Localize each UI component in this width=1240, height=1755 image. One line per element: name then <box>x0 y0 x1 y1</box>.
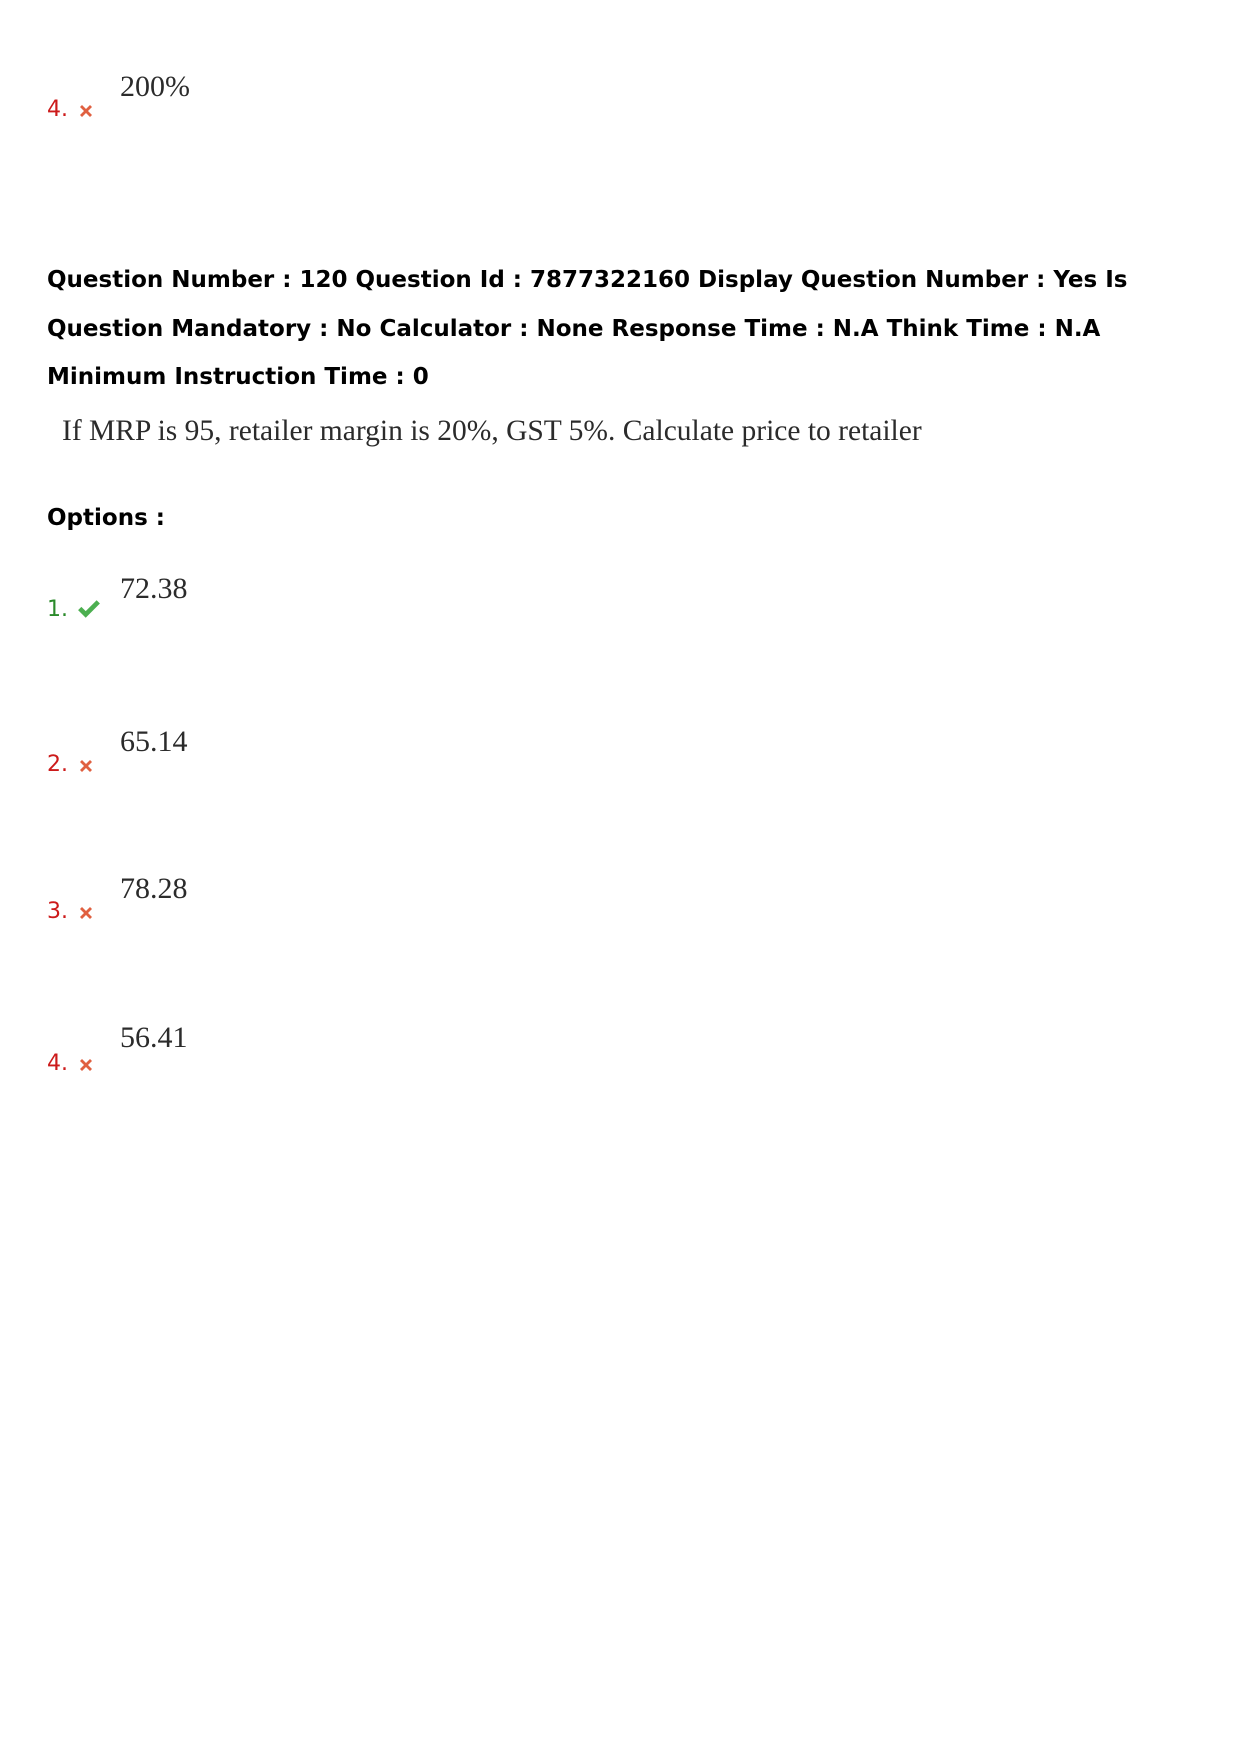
option-value: 78.28 <box>120 872 188 905</box>
option-value: 65.14 <box>120 725 188 758</box>
option-3 <box>47 872 647 932</box>
options-label: Options : <box>47 505 165 531</box>
option-number: 4. <box>47 97 68 122</box>
check-icon <box>77 599 101 619</box>
option-value: 72.38 <box>120 572 188 605</box>
option-value: 56.41 <box>120 1021 188 1054</box>
option-number: 3. <box>47 899 68 924</box>
cross-icon <box>77 757 95 775</box>
cross-icon <box>77 102 95 120</box>
option-4 <box>47 1021 647 1081</box>
previous-option-4 <box>47 70 647 130</box>
cross-icon <box>77 1056 95 1074</box>
cross-icon <box>77 904 95 922</box>
option-2 <box>47 725 647 785</box>
option-number: 2. <box>47 752 68 777</box>
option-1 <box>47 572 647 635</box>
option-value: 200% <box>120 70 190 103</box>
question-metadata: Question Number : 120 Question Id : 7877322160 Display Question Number : Yes Is Question Mandatory : No Calculator : None Response Time : N.A Think Time : N.A Minimum Instruction Time : 0 <box>47 267 1128 390</box>
question-text: If MRP is 95, retailer margin is 20%, GST 5%. Calculate price to retailer <box>62 415 922 447</box>
option-number: 1. <box>47 597 68 622</box>
option-number: 4. <box>47 1051 68 1076</box>
